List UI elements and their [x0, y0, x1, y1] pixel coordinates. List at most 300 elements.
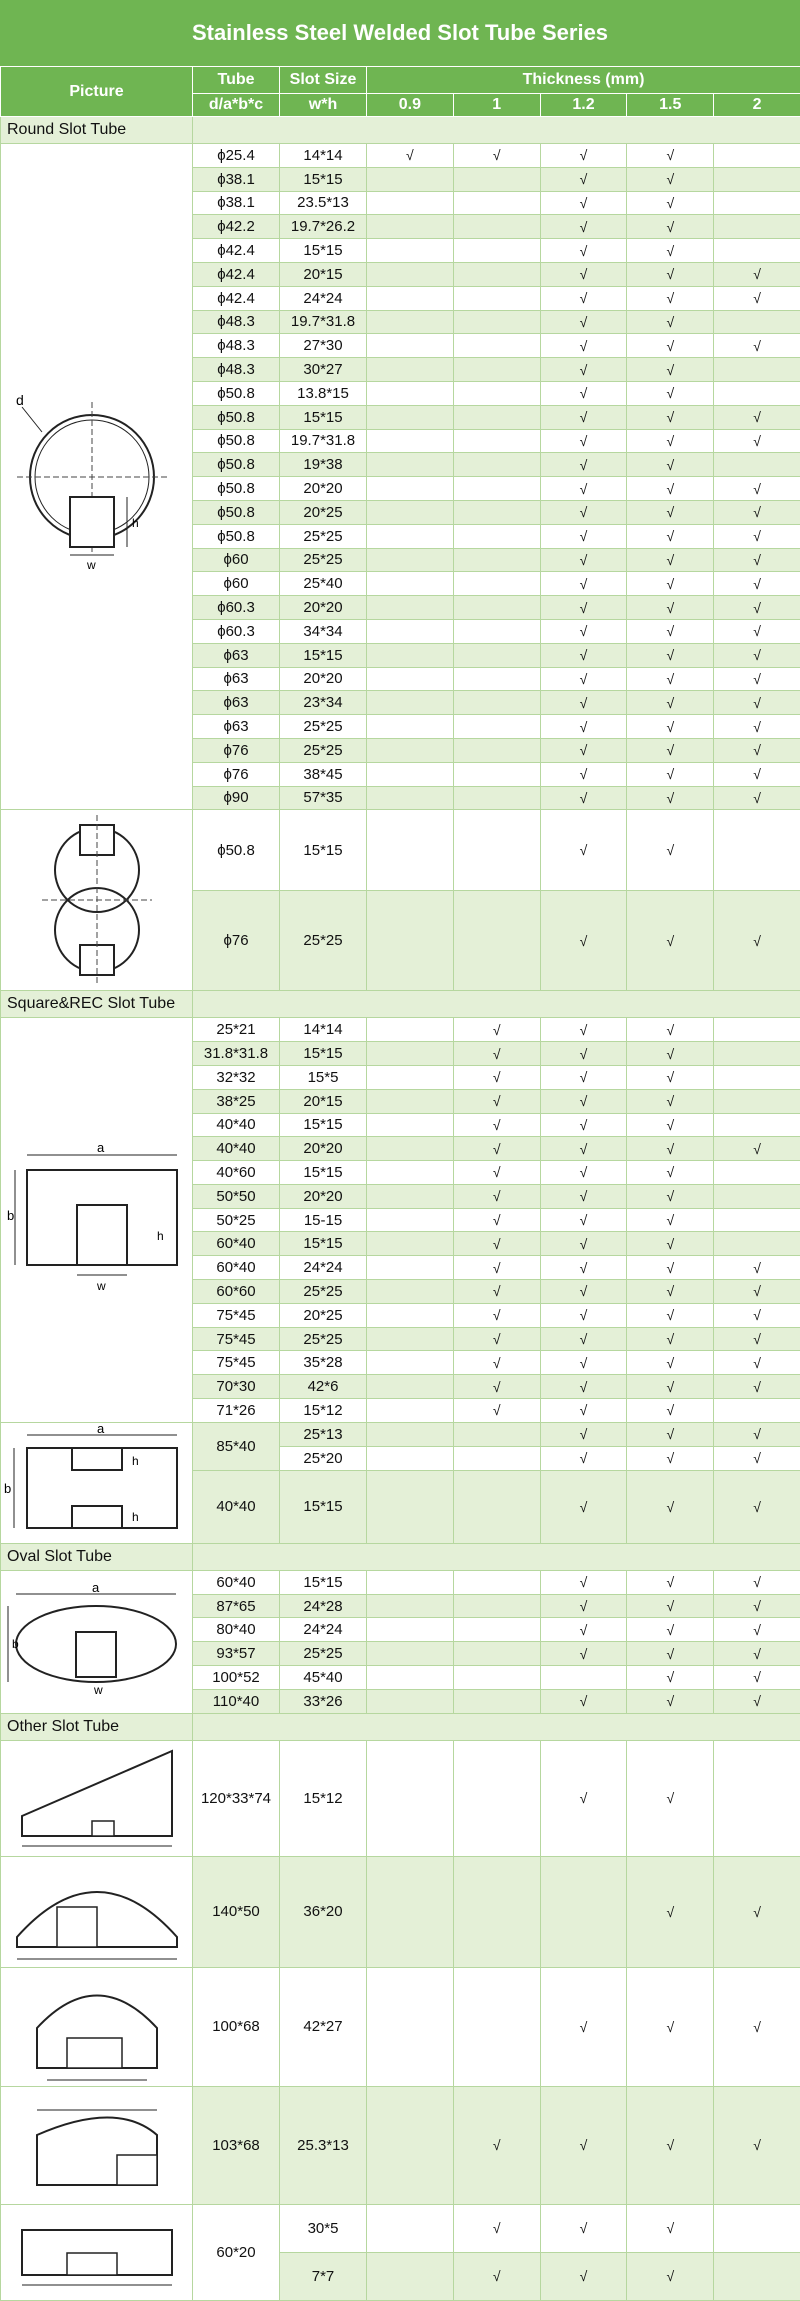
thickness-cell: √ — [540, 167, 627, 191]
svg-text:a: a — [97, 1423, 105, 1436]
thickness-cell — [367, 1570, 454, 1594]
slot-size-cell: 25*40 — [280, 572, 367, 596]
tube-size-cell: ϕ76 — [193, 890, 280, 991]
thickness-cell — [367, 1689, 454, 1713]
thickness-cell — [367, 1065, 454, 1089]
slot-size-cell: 15-15 — [280, 1208, 367, 1232]
thickness-cell: √ — [627, 1856, 714, 1967]
section-header — [1, 1713, 800, 1740]
thickness-cell — [714, 2252, 800, 2300]
slot-size-cell: 30*27 — [280, 358, 367, 382]
thickness-cell — [453, 262, 540, 286]
section-header — [1, 991, 800, 1018]
thickness-cell: √ — [627, 334, 714, 358]
slot-size-cell: 14*14 — [280, 1018, 367, 1042]
tube-size-cell: ϕ38.1 — [193, 167, 280, 191]
thickness-cell — [453, 1618, 540, 1642]
slot-size-cell: 15*15 — [280, 1232, 367, 1256]
round-slot-tube-picture — [1, 144, 193, 810]
table-row — [1, 1570, 800, 1594]
svg-text:w: w — [96, 1279, 106, 1293]
double-square-slot-tube-picture — [1, 1422, 193, 1543]
tube-size-cell: 103*68 — [193, 2086, 280, 2204]
thickness-cell — [367, 2204, 454, 2252]
slot-size-cell: 42*27 — [280, 1967, 367, 2086]
thickness-cell: √ — [540, 1422, 627, 1446]
thickness-cell: √ — [627, 1327, 714, 1351]
thickness-cell — [714, 358, 800, 382]
tube-size-cell: 75*45 — [193, 1303, 280, 1327]
thickness-cell — [540, 1666, 627, 1690]
half-arch-slot-tube-diagram — [7, 2095, 187, 2195]
double-round-slot-tube-diagram — [22, 810, 172, 990]
thickness-cell — [367, 1303, 454, 1327]
table-row — [1, 1967, 800, 2086]
tube-size-cell: ϕ63 — [193, 643, 280, 667]
header-thickness-0-9: 0.9 — [367, 94, 454, 117]
thickness-cell: √ — [540, 1351, 627, 1375]
tube-size-cell: 31.8*31.8 — [193, 1042, 280, 1066]
thickness-cell — [714, 1042, 800, 1066]
thickness-cell: √ — [627, 524, 714, 548]
svg-text:h: h — [132, 1510, 139, 1524]
thickness-cell: √ — [453, 1208, 540, 1232]
thickness-cell — [367, 1594, 454, 1618]
thickness-cell: √ — [540, 1303, 627, 1327]
slot-size-cell: 15*15 — [280, 167, 367, 191]
thickness-cell: √ — [714, 1666, 800, 1690]
thickness-cell: √ — [453, 1184, 540, 1208]
thickness-cell — [367, 1375, 454, 1399]
thickness-cell — [714, 310, 800, 334]
thickness-cell: √ — [627, 691, 714, 715]
thickness-cell — [453, 715, 540, 739]
thickness-cell: √ — [540, 1089, 627, 1113]
slot-size-cell: 25*25 — [280, 715, 367, 739]
thickness-cell: √ — [627, 1666, 714, 1690]
header-picture: Picture — [1, 67, 193, 117]
slot-size-cell: 15*12 — [280, 1740, 367, 1856]
thickness-cell — [714, 239, 800, 263]
thickness-cell: √ — [627, 1740, 714, 1856]
thickness-cell: √ — [714, 2086, 800, 2204]
slot-size-cell: 25.3*13 — [280, 2086, 367, 2204]
thickness-cell — [453, 215, 540, 239]
thickness-cell — [367, 429, 454, 453]
thickness-cell: √ — [540, 1137, 627, 1161]
tube-size-cell: ϕ50.8 — [193, 810, 280, 890]
section-fill — [193, 117, 800, 144]
thickness-cell: √ — [540, 667, 627, 691]
thickness-cell: √ — [540, 1161, 627, 1185]
thickness-cell: √ — [627, 1422, 714, 1446]
thickness-cell: √ — [714, 643, 800, 667]
thickness-cell: √ — [540, 1208, 627, 1232]
thickness-cell — [453, 1570, 540, 1594]
thickness-cell — [367, 643, 454, 667]
svg-text:h: h — [132, 1454, 139, 1468]
thickness-cell: √ — [540, 572, 627, 596]
thickness-cell: √ — [714, 890, 800, 991]
dome-slot-tube-picture — [1, 1967, 193, 2086]
thickness-cell — [453, 1642, 540, 1666]
thickness-cell: √ — [540, 2086, 627, 2204]
thickness-cell: √ — [714, 524, 800, 548]
thickness-cell: √ — [714, 738, 800, 762]
slot-size-cell: 20*15 — [280, 262, 367, 286]
thickness-cell — [367, 1089, 454, 1113]
header-tube: Tube — [193, 67, 280, 94]
thickness-cell: √ — [627, 643, 714, 667]
thickness-cell: √ — [453, 1327, 540, 1351]
thickness-cell: √ — [627, 358, 714, 382]
tube-size-cell: 40*60 — [193, 1161, 280, 1185]
tube-size-cell: 140*50 — [193, 1856, 280, 1967]
thickness-cell: √ — [540, 1018, 627, 1042]
thickness-cell: √ — [540, 786, 627, 810]
thickness-cell: √ — [627, 1208, 714, 1232]
thickness-cell: √ — [627, 2204, 714, 2252]
thickness-cell — [453, 572, 540, 596]
thickness-cell — [453, 738, 540, 762]
slot-size-cell: 15*15 — [280, 239, 367, 263]
table-row — [1, 1856, 800, 1967]
thickness-cell — [367, 1256, 454, 1280]
tube-size-cell: 70*30 — [193, 1375, 280, 1399]
tube-size-cell: 85*40 — [193, 1422, 280, 1470]
thickness-cell — [367, 1351, 454, 1375]
section-label: Round Slot Tube — [1, 117, 193, 144]
slot-size-cell: 7*7 — [280, 2252, 367, 2300]
thickness-cell — [453, 381, 540, 405]
thickness-cell: √ — [540, 215, 627, 239]
thickness-cell: √ — [714, 1470, 800, 1543]
slot-size-cell: 24*24 — [280, 286, 367, 310]
thickness-cell — [453, 762, 540, 786]
thickness-cell: √ — [540, 262, 627, 286]
header-tube-sub: d/a*b*c — [193, 94, 280, 117]
thickness-cell: √ — [453, 1375, 540, 1399]
thickness-cell — [367, 1399, 454, 1423]
slot-size-cell: 15*5 — [280, 1065, 367, 1089]
thickness-cell: √ — [714, 691, 800, 715]
slot-size-cell: 20*15 — [280, 1089, 367, 1113]
thickness-cell: √ — [627, 738, 714, 762]
slot-size-cell: 25*25 — [280, 1642, 367, 1666]
thickness-cell: √ — [627, 1232, 714, 1256]
thickness-cell: √ — [627, 596, 714, 620]
thickness-cell — [367, 239, 454, 263]
thickness-cell: √ — [627, 1470, 714, 1543]
thickness-cell: √ — [627, 1594, 714, 1618]
slot-size-cell: 23*34 — [280, 691, 367, 715]
slot-size-cell: 15*15 — [280, 643, 367, 667]
thickness-cell: √ — [627, 762, 714, 786]
thickness-cell — [367, 477, 454, 501]
thickness-cell: √ — [453, 1042, 540, 1066]
thickness-cell: √ — [714, 1422, 800, 1446]
thickness-cell — [367, 1232, 454, 1256]
thickness-cell — [453, 1740, 540, 1856]
thickness-cell — [367, 1327, 454, 1351]
thickness-cell — [714, 381, 800, 405]
thickness-cell: √ — [540, 524, 627, 548]
thickness-cell — [367, 890, 454, 991]
thickness-cell: √ — [540, 1232, 627, 1256]
thickness-cell: √ — [627, 1184, 714, 1208]
oval-slot-tube-diagram — [4, 1582, 189, 1702]
header-thickness-1-5: 1.5 — [627, 94, 714, 117]
table-row — [1, 1422, 800, 1446]
wedge-slot-tube-picture — [1, 1740, 193, 1856]
thickness-cell: √ — [627, 191, 714, 215]
thickness-cell: √ — [453, 2204, 540, 2252]
thickness-cell: √ — [540, 715, 627, 739]
thickness-cell — [714, 2204, 800, 2252]
tube-size-cell: 60*40 — [193, 1232, 280, 1256]
tube-size-cell: 40*40 — [193, 1470, 280, 1543]
thickness-cell — [367, 1446, 454, 1470]
thickness-cell: √ — [453, 1161, 540, 1185]
thickness-cell: √ — [714, 1689, 800, 1713]
thickness-cell — [453, 191, 540, 215]
slot-size-cell: 25*13 — [280, 1422, 367, 1446]
tube-size-cell: 60*40 — [193, 1570, 280, 1594]
svg-text:h: h — [132, 516, 139, 530]
thickness-cell — [367, 524, 454, 548]
thickness-cell: √ — [627, 144, 714, 168]
slot-size-cell: 25*25 — [280, 1327, 367, 1351]
slot-size-cell: 20*20 — [280, 1137, 367, 1161]
tube-size-cell: ϕ42.2 — [193, 215, 280, 239]
slot-size-cell: 25*25 — [280, 890, 367, 991]
thickness-cell: √ — [627, 381, 714, 405]
thickness-cell: √ — [627, 1042, 714, 1066]
thickness-cell — [714, 1184, 800, 1208]
thickness-cell — [714, 1018, 800, 1042]
thickness-cell: √ — [540, 810, 627, 890]
thickness-cell — [453, 1666, 540, 1690]
thickness-cell: √ — [714, 1327, 800, 1351]
slot-size-cell: 20*20 — [280, 596, 367, 620]
round-slot-tube-diagram — [12, 377, 182, 577]
tube-size-cell: ϕ60 — [193, 548, 280, 572]
thickness-cell: √ — [714, 715, 800, 739]
square-slot-tube-diagram — [7, 1140, 187, 1300]
tube-size-cell: 71*26 — [193, 1399, 280, 1423]
thickness-cell — [367, 167, 454, 191]
thickness-cell: √ — [627, 619, 714, 643]
thickness-cell — [714, 1208, 800, 1232]
slot-size-cell: 30*5 — [280, 2204, 367, 2252]
slot-size-cell: 15*12 — [280, 1399, 367, 1423]
thickness-cell — [714, 1740, 800, 1856]
thickness-cell: √ — [453, 1303, 540, 1327]
thickness-cell: √ — [627, 667, 714, 691]
header-slot-sub: w*h — [280, 94, 367, 117]
thickness-cell: √ — [714, 1280, 800, 1304]
slot-size-cell: 33*26 — [280, 1689, 367, 1713]
thickness-cell: √ — [540, 477, 627, 501]
thickness-cell: √ — [453, 1256, 540, 1280]
thickness-cell: √ — [453, 2252, 540, 2300]
slot-size-cell: 15*15 — [280, 1042, 367, 1066]
thickness-cell — [453, 548, 540, 572]
double-round-slot-tube-picture — [1, 810, 193, 991]
thickness-cell — [367, 262, 454, 286]
slot-size-cell: 27*30 — [280, 334, 367, 358]
thickness-cell: √ — [540, 239, 627, 263]
thickness-cell — [367, 191, 454, 215]
table-row — [1, 2086, 800, 2204]
thickness-cell: √ — [714, 500, 800, 524]
thickness-cell — [367, 1113, 454, 1137]
thickness-cell: √ — [540, 548, 627, 572]
thickness-cell — [714, 810, 800, 890]
thickness-cell: √ — [540, 1689, 627, 1713]
thickness-cell: √ — [367, 144, 454, 168]
svg-text:b: b — [4, 1481, 11, 1496]
tube-size-cell: 93*57 — [193, 1642, 280, 1666]
tube-size-cell: ϕ42.4 — [193, 286, 280, 310]
thickness-cell — [367, 215, 454, 239]
thickness-cell: √ — [540, 1065, 627, 1089]
header-thickness-1: 1 — [453, 94, 540, 117]
tube-size-cell: 110*40 — [193, 1689, 280, 1713]
tube-size-cell: ϕ60 — [193, 572, 280, 596]
thickness-cell — [453, 691, 540, 715]
thickness-cell — [367, 1280, 454, 1304]
header-thickness: Thickness (mm) — [367, 67, 800, 94]
thickness-cell — [453, 1856, 540, 1967]
slot-size-cell: 25*25 — [280, 524, 367, 548]
header-slot-size: Slot Size — [280, 67, 367, 94]
thickness-cell: √ — [627, 715, 714, 739]
thickness-cell — [367, 1967, 454, 2086]
svg-text:b: b — [7, 1208, 14, 1223]
thickness-cell: √ — [714, 596, 800, 620]
tube-size-cell: ϕ50.8 — [193, 429, 280, 453]
thickness-cell — [367, 1208, 454, 1232]
header-thickness-1-2: 1.2 — [540, 94, 627, 117]
thickness-cell: √ — [540, 762, 627, 786]
slot-size-cell: 35*28 — [280, 1351, 367, 1375]
thickness-cell — [367, 1740, 454, 1856]
tube-size-cell: ϕ76 — [193, 762, 280, 786]
thickness-cell — [367, 453, 454, 477]
thickness-cell — [367, 381, 454, 405]
slot-size-cell: 15*15 — [280, 405, 367, 429]
thickness-cell: √ — [714, 762, 800, 786]
thickness-cell: √ — [627, 239, 714, 263]
section-header — [1, 1543, 800, 1570]
thickness-cell: √ — [714, 1594, 800, 1618]
slot-size-cell: 25*25 — [280, 548, 367, 572]
tube-size-cell: 40*40 — [193, 1137, 280, 1161]
thickness-cell — [367, 667, 454, 691]
thickness-cell — [714, 144, 800, 168]
tube-size-cell: 38*25 — [193, 1089, 280, 1113]
thickness-cell — [714, 1089, 800, 1113]
thickness-cell — [453, 1446, 540, 1470]
tube-size-cell: 25*21 — [193, 1018, 280, 1042]
thickness-cell — [453, 405, 540, 429]
tube-size-cell: 50*50 — [193, 1184, 280, 1208]
svg-text:h: h — [157, 1229, 164, 1243]
slot-size-cell: 20*25 — [280, 500, 367, 524]
thickness-cell: √ — [540, 453, 627, 477]
thickness-cell — [367, 596, 454, 620]
thickness-cell: √ — [714, 1351, 800, 1375]
slot-size-cell: 36*20 — [280, 1856, 367, 1967]
thickness-cell: √ — [627, 1967, 714, 2086]
thickness-cell: √ — [453, 1399, 540, 1423]
tube-size-cell: 120*33*74 — [193, 1740, 280, 1856]
thickness-cell: √ — [627, 1303, 714, 1327]
thickness-cell: √ — [540, 2204, 627, 2252]
thickness-cell: √ — [627, 890, 714, 991]
thickness-cell — [453, 643, 540, 667]
slot-tube-table — [0, 66, 800, 2301]
thickness-cell — [453, 1470, 540, 1543]
tube-size-cell: ϕ50.8 — [193, 500, 280, 524]
tube-size-cell: ϕ63 — [193, 691, 280, 715]
thickness-cell: √ — [627, 1618, 714, 1642]
thickness-cell — [453, 1594, 540, 1618]
slot-size-cell: 25*25 — [280, 1280, 367, 1304]
thickness-cell — [367, 1184, 454, 1208]
thickness-cell: √ — [627, 1161, 714, 1185]
slot-size-cell: 19.7*31.8 — [280, 310, 367, 334]
thickness-cell: √ — [627, 167, 714, 191]
thickness-cell — [453, 1689, 540, 1713]
thickness-cell: √ — [540, 310, 627, 334]
thickness-cell — [367, 500, 454, 524]
thickness-cell — [367, 1422, 454, 1446]
thickness-cell: √ — [540, 1967, 627, 2086]
thickness-cell: √ — [540, 144, 627, 168]
svg-text:b: b — [12, 1637, 19, 1651]
tube-size-cell: ϕ90 — [193, 786, 280, 810]
thickness-cell: √ — [627, 1018, 714, 1042]
thickness-cell: √ — [627, 453, 714, 477]
section-header — [1, 117, 800, 144]
thickness-cell: √ — [714, 572, 800, 596]
slot-size-cell: 19.7*26.2 — [280, 215, 367, 239]
thickness-cell: √ — [453, 1089, 540, 1113]
thickness-cell: √ — [540, 381, 627, 405]
thickness-cell: √ — [540, 1594, 627, 1618]
thickness-cell — [367, 786, 454, 810]
thickness-cell — [367, 1470, 454, 1543]
tube-size-cell: 60*60 — [193, 1280, 280, 1304]
thickness-cell: √ — [453, 1113, 540, 1137]
thickness-cell: √ — [540, 500, 627, 524]
thickness-cell: √ — [714, 1618, 800, 1642]
thickness-cell — [714, 1065, 800, 1089]
tube-size-cell: ϕ48.3 — [193, 358, 280, 382]
slot-size-cell: 45*40 — [280, 1666, 367, 1690]
thickness-cell — [453, 239, 540, 263]
thickness-cell: √ — [714, 334, 800, 358]
thickness-cell — [453, 619, 540, 643]
thickness-cell: √ — [714, 262, 800, 286]
section-fill — [193, 1543, 800, 1570]
tube-size-cell: ϕ63 — [193, 715, 280, 739]
thickness-cell — [367, 358, 454, 382]
thickness-cell — [453, 596, 540, 620]
thickness-cell: √ — [540, 1256, 627, 1280]
